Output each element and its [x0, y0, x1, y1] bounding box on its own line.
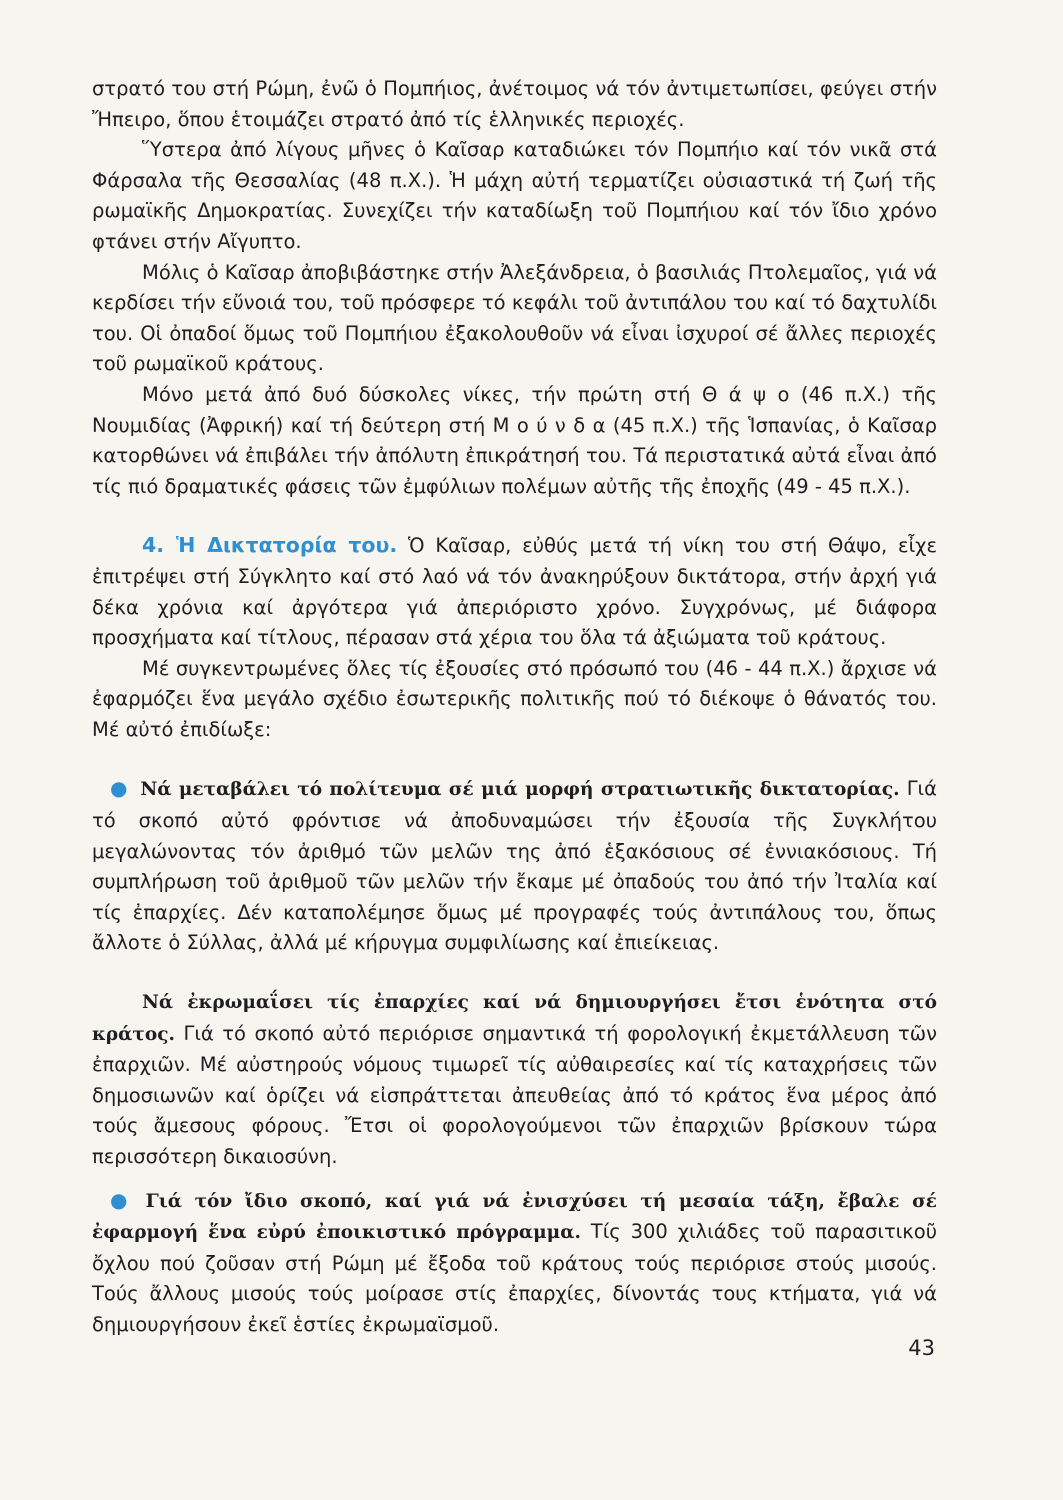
bullet-2-bold: Νά ἐκρωμαΐσει τίς ἐπαρχίες καί νά δημιουργήσει ἔτσι ἑνότητα στό κράτος.	[92, 992, 937, 1045]
section-heading: 4. Ἡ Δικτατορία του.	[142, 533, 398, 558]
blue-dot-icon: ●	[110, 776, 129, 801]
bullet-item-3	[92, 1185, 937, 1341]
paragraph-6: Μέ συγκεντρωμένες ὅλες τίς ἐξουσίες στό πρόσωπό του (46 - 44 π.Χ.) ἄρχισε νά ἐφαρμόζει ἕνα μεγάλο σχέδιο ἐσωτερικῆς πολιτικῆς πού τό διέκοψε ὁ θάνατός του. Μέ αὐτό ἐπιδίωξε:	[92, 656, 937, 741]
page-number: 43	[908, 1336, 935, 1360]
bullet-item-1	[92, 773, 937, 959]
bullet-2-text: Γιά τό σκοπό αὐτό περιόρισε σημαντικά τή φορολογική ἐκμετάλλευση τῶν ἐπαρχιῶν. Μέ αὐστηρούς νόμους τιμωρεῖ τίς αὐθαιρεσίες καί τίς καταχρήσεις τῶν δημοσιωνῶν καί ὁρίζει νά εἰσπράττεται ἀπευθείας ἀπό τό κράτος ἕνα μέρος ἀπό τούς ἄμεσους φόρους. Ἔτσι οἱ φορολογούμενοι τῶν ἐπαρχιῶν βρίσκουν τώρα περισσότερη δικαιοσύνη.	[92, 1021, 938, 1168]
bullet-3-bold: Γιά τόν ἴδιο σκοπό, καί γιά νά ἐνισχύσει τή μεσαία τάξη, ἔβαλε σέ ἐφαρμογή ἕνα εὐρύ ἐποικιστικό πρόγραμμα.	[92, 1190, 938, 1244]
bullet-1-text: Γιά τό σκοπό αὐτό φρόντισε νά ἀποδυναμώσει τήν ἐξουσία τῆς Συγκλήτου μεγαλώνοντας τόν ἀριθμό τῶν μελῶν της ἀπό ἑξακόσιους σέ ἐννιακόσιους. Τή συμπλήρωση τοῦ ἀριθμοῦ τῶν μελῶν τήν ἔκαμε μέ ὀπαδούς του ἀπό τήν Ἰταλία καί τίς ἐπαρχίες. Δέν καταπολέμησε ὅμως μέ προγραφές τούς ἀντιπάλους του, ὅπως ἄλλοτε ὁ Σύλλας, ἀλλά μέ κήρυγμα συμφιλίωσης καί ἐπιείκειας.	[92, 777, 938, 955]
paragraph-3: Μόλις ὁ Καῖσαρ ἀποβιβάστηκε στήν Ἀλεξάνδρεια, ὁ βασιλιάς Πτολεμαῖος, γιά νά κερδίσει τήν εὔνοιά του, τοῦ πρόσφερε τό κεφάλι τοῦ ἀντιπάλου του καί τό δαχτυλίδι του. Οἱ ὀπαδοί ὅμως τοῦ Πομπήιου ἐξακολουθοῦν νά εἶναι ἰσχυροί σέ ἄλλες περιοχές τοῦ ρωμαϊκοῦ κράτους.	[92, 260, 937, 376]
section-4	[92, 530, 937, 653]
paragraph-2: Ὕστερα ἀπό λίγους μῆνες ὁ Καῖσαρ καταδιώκει τόν Πομπήιο καί τόν νικᾶ στά Φάρσαλα τῆς Θεσσαλίας (48 π.Χ.). Ἡ μάχη αὐτή τερματίζει οὐσιαστικά τή ζωή τῆς ρωμαϊκῆς Δημοκρατίας. Συνεχίζει τήν καταδίωξη τοῦ Πομπήιου καί τόν ἴδιο χρόνο φτάνει στήν Αἴγυπτο.	[92, 138, 937, 253]
paragraph-1: στρατό του στή Ρώμη, ἐνῶ ὁ Πομπήιος, ἀνέτοιμος νά τόν ἀντιμετωπίσει, φεύγει στήν Ἤπειρο, ὅπου ἑτοιμάζει στρατό ἀπό τίς ἑλληνικές περιοχές.	[92, 77, 937, 131]
bullet-1-bold: Νά μεταβάλει τό πολίτευμα σέ μιά μορφή στρατιωτικῆς δικτατορίας.	[140, 779, 900, 801]
blue-dot-icon: ●	[110, 1187, 134, 1212]
bullet-item-2	[92, 987, 937, 1173]
section-4-text: Ὁ Καῖσαρ, εὐθύς μετά τή νίκη του στή Θάψο, εἶχε ἐπιτρέψει στή Σύγκλητο καί στό λαό νά τόν ἀνακηρύξουν δικτάτορα, στήν ἀρχή γιά δέκα χρόνια καί ἀργότερα γιά ἀπεριόριστο χρόνο. Συγχρόνως, μέ διάφορα προσχήματα καί τίτλους, πέρασαν στά χέρια του ὅλα τά ἀξιώματα τοῦ κράτους.	[92, 534, 937, 650]
bullet-3-text: Τίς 300 χιλιάδες τοῦ παρασιτικοῦ ὄχλου πού ζοῦσαν στή Ρώμη μέ ἔξοδα τοῦ κράτους τούς περιόρισε στούς μισούς. Τούς ἄλλους μισούς τούς μοίρασε στίς ἐπαρχίες, δίνοντάς τους κτήματα, γιά νά δημιουργήσουν ἐκεῖ ἑστίες ἐκρωμαϊσμοῦ.	[92, 1220, 937, 1336]
body-text	[92, 74, 937, 1341]
paragraph-4: Μόνο μετά ἀπό δυό δύσκολες νίκες, τήν πρώτη στή Θ ά ψ ο (46 π.Χ.) τῆς Νουμιδίας (Ἀφρική) καί τή δεύτερη στή Μ ο ύ ν δ α (45 π.Χ.) τῆς Ἱσπανίας, ὁ Καῖσαρ κατορθώνει νά ἐπιβάλει τήν ἀπόλυτη ἐπικράτησή του. Τά περιστατικά αὐτά εἶναι ἀπό τίς πιό δραματικές φάσεις τῶν ἐμφύλιων πολέμων αὐτῆς τῆς ἐποχῆς (49 - 45 π.Χ.).	[92, 382, 937, 498]
